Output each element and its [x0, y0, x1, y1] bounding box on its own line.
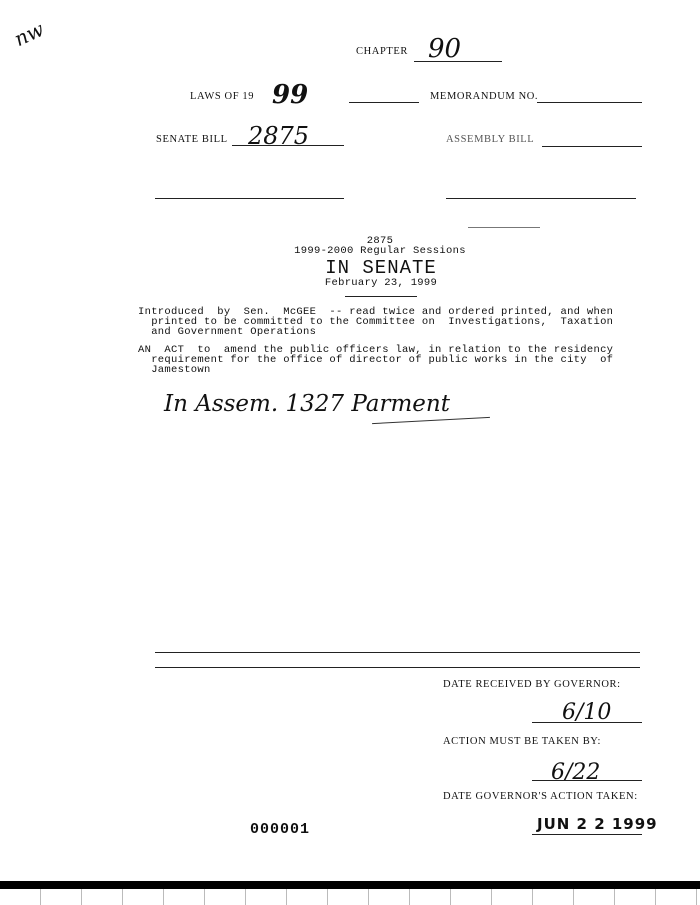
- scan-edge-band: [0, 881, 700, 889]
- introduced-line: and Government Operations: [138, 326, 317, 338]
- act-line: requirement for the office of director of public works in the city of: [138, 354, 614, 366]
- note-underline: [372, 417, 490, 424]
- senate-bill-rule: [232, 145, 344, 146]
- action-taken-stamp: JUN 2 2 1999: [537, 815, 658, 833]
- received-rule: [532, 722, 642, 723]
- footer-rule-top: [155, 652, 640, 653]
- chapter-label: CHAPTER: [356, 46, 409, 57]
- bill-chamber: IN SENATE: [325, 257, 437, 279]
- assembly-bill-rule: [542, 146, 642, 147]
- act-paragraph: [138, 345, 643, 375]
- margin-initials: nw: [10, 16, 48, 52]
- introduced-line: Introduced by Sen. McGEE -- read twice and ordered printed, and when: [138, 306, 614, 318]
- laws-value: 99: [272, 80, 309, 110]
- received-value: 6/10: [562, 700, 612, 725]
- bill-date: February 23, 1999: [324, 277, 438, 289]
- blank-line-left: [155, 198, 344, 199]
- senate-bill-label: SENATE BILL: [156, 134, 228, 145]
- footer-rule-bottom: [155, 667, 640, 668]
- page-number: 000001: [250, 821, 311, 838]
- received-label: DATE RECEIVED BY GOVERNOR:: [443, 679, 621, 690]
- bill-number: 2875: [366, 235, 394, 247]
- chapter-value: 90: [428, 34, 462, 64]
- memorandum-rule: [537, 102, 642, 103]
- act-line: AN ACT to amend the public officers law, in relation to the residency: [138, 344, 614, 356]
- senate-bill-value: 2875: [248, 122, 310, 150]
- chapter-rule: [414, 61, 502, 62]
- blank-line-short: [468, 227, 540, 228]
- chamber-rule: [345, 296, 417, 297]
- memorandum-label: MEMORANDUM NO.: [430, 91, 539, 102]
- action-taken-label: DATE GOVERNOR'S ACTION TAKEN:: [443, 791, 638, 802]
- laws-label: LAWS OF 19: [190, 91, 255, 102]
- must-act-label: ACTION MUST BE TAKEN BY:: [443, 736, 602, 747]
- bill-session: 1999-2000 Regular Sessions: [294, 245, 466, 257]
- handwritten-assembly-note: In Assem. 1327 Parment: [164, 391, 450, 417]
- act-line: Jamestown: [138, 364, 211, 376]
- scan-edge-noise: [0, 889, 700, 905]
- introduced-paragraph: [138, 307, 643, 337]
- assembly-bill-label: ASSEMBLY BILL: [446, 134, 535, 145]
- laws-rule: [349, 102, 419, 103]
- introduced-line: printed to be committed to the Committee on Investigations, Taxation: [138, 316, 614, 328]
- must-act-value: 6/22: [551, 760, 601, 785]
- blank-line-right: [446, 198, 636, 199]
- action-taken-rule: [532, 834, 642, 835]
- must-act-rule: [532, 780, 642, 781]
